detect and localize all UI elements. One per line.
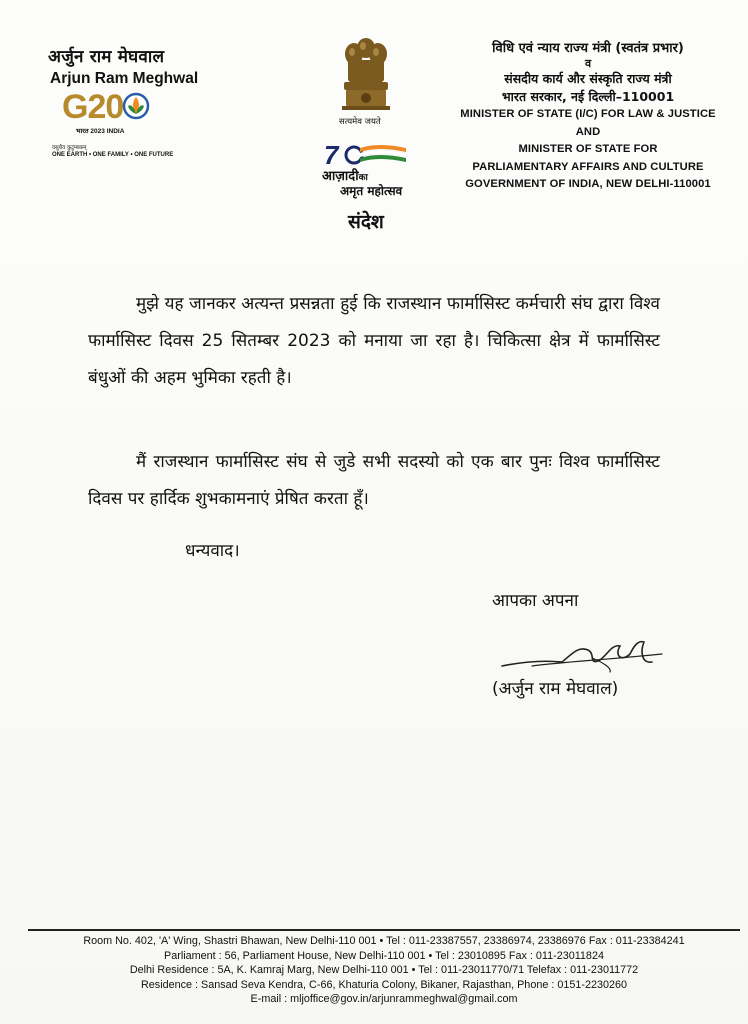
designation-english-and: AND: [575, 125, 601, 138]
g20-logo-text: G20: [62, 88, 124, 126]
g20-logo: [62, 88, 162, 136]
azadi-ka-amrit-mahotsav-logo: [316, 140, 416, 200]
minister-name-hindi: अर्जुन राम मेघवाल: [48, 47, 165, 67]
designation-hindi-line1: विधि एवं न्याय राज्य मंत्री (स्वतंत्र प्रभार): [492, 41, 684, 56]
footer-parliament-address: Parliament : 56, Parliament House, New Delhi-110 001 • Tel : 23010895 Fax : 011-23011824: [164, 949, 604, 962]
svg-text:7: 7: [324, 140, 339, 170]
designation-english-line2: MINISTER OF STATE FOR: [518, 143, 658, 155]
aka-line2: अमृत महोत्सव: [340, 184, 403, 198]
designation-english-line4: GOVERNMENT OF INDIA, NEW DELHI-110001: [465, 178, 711, 190]
message-title: संदेश: [348, 211, 384, 233]
emblem-of-india-icon: [336, 34, 396, 114]
minister-name-english: Arjun Ram Meghwal: [50, 70, 199, 87]
designation-english-line3: PARLIAMENTARY AFFAIRS AND CULTURE: [472, 160, 704, 173]
closing-text: आपका अपना: [492, 591, 579, 611]
message-paragraph-1: [88, 286, 660, 397]
aka-line1-suffix: का: [358, 173, 368, 183]
footer-residence: Residence : Sansad Seva Kendra, C-66, Khaturia Colony, Bikaner, Rajasthan, Phone : 0151-2230260: [141, 978, 627, 991]
footer-delhi-residence: Delhi Residence : 5A, K. Kamraj Marg, New Delhi-110 001 • Tel : 011-23011770/71 Telefax : 011-23011772: [129, 964, 639, 976]
designation-block: [438, 40, 738, 194]
g20-tagline-english: ONE EARTH • ONE FAMILY • ONE FUTURE: [52, 152, 174, 158]
footer-contact: [20, 934, 748, 1007]
aka-line1-main: आज़ादी: [322, 169, 359, 184]
g20-lotus-icon: [122, 92, 150, 120]
message-paragraph-2: [88, 444, 660, 518]
designation-english-line1: MINISTER OF STATE (I/C) FOR LAW & JUSTICE: [460, 108, 716, 120]
signatory-name: (अर्जुन राम मेघवाल): [492, 679, 619, 699]
designation-hindi-line3: भारत सरकार, नई दिल्ली–110001: [501, 89, 675, 104]
message-paragraph-1-text: मुझे यह जानकर अत्यन्त प्रसन्नता हुई कि राजस्थान फार्मासिस्ट कर्मचारी संघ द्वारा विश्व फार्मासिस्ट दिवस 25 सितम्बर 2023 को मनाया जा रहा है। चिकित्सा क्षेत्र में फार्मासिस्ट बंधुओं की अहम भुमिका रहती है।: [88, 294, 660, 388]
designation-hindi-and: व: [584, 57, 592, 70]
footer-email: E-mail : mljoffice@gov.in/arjunrammeghwal@gmail.com: [250, 993, 518, 1005]
g20-tagline-hindi: वसुधैव कुटुम्बकम्: [52, 145, 87, 151]
designation-hindi-line2: संसदीय कार्य और संस्कृति राज्य मंत्री: [504, 71, 672, 86]
thanks-text: धन्यवाद।: [185, 541, 240, 561]
footer-divider: [28, 929, 740, 931]
g20-subtitle: भारत 2023 INDIA: [76, 128, 125, 135]
emblem-motto: सत्यमेव जयते: [339, 117, 381, 127]
message-paragraph-2-text: मैं राजस्थान फार्मासिस्ट संघ से जुडे सभी सदस्यो को एक बार पुनः विश्व फार्मासिस्ट दिवस पर हार्दिक शुभकामनाएं प्रेषित करता हूँ।: [88, 452, 660, 509]
footer-office-address: Room No. 402, 'A' Wing, Shastri Bhawan, New Delhi-110 001 • Tel : 011-23387557, 23386974, 23386976 Fax : 011-23384241: [83, 935, 685, 947]
signature-icon: [492, 632, 672, 682]
